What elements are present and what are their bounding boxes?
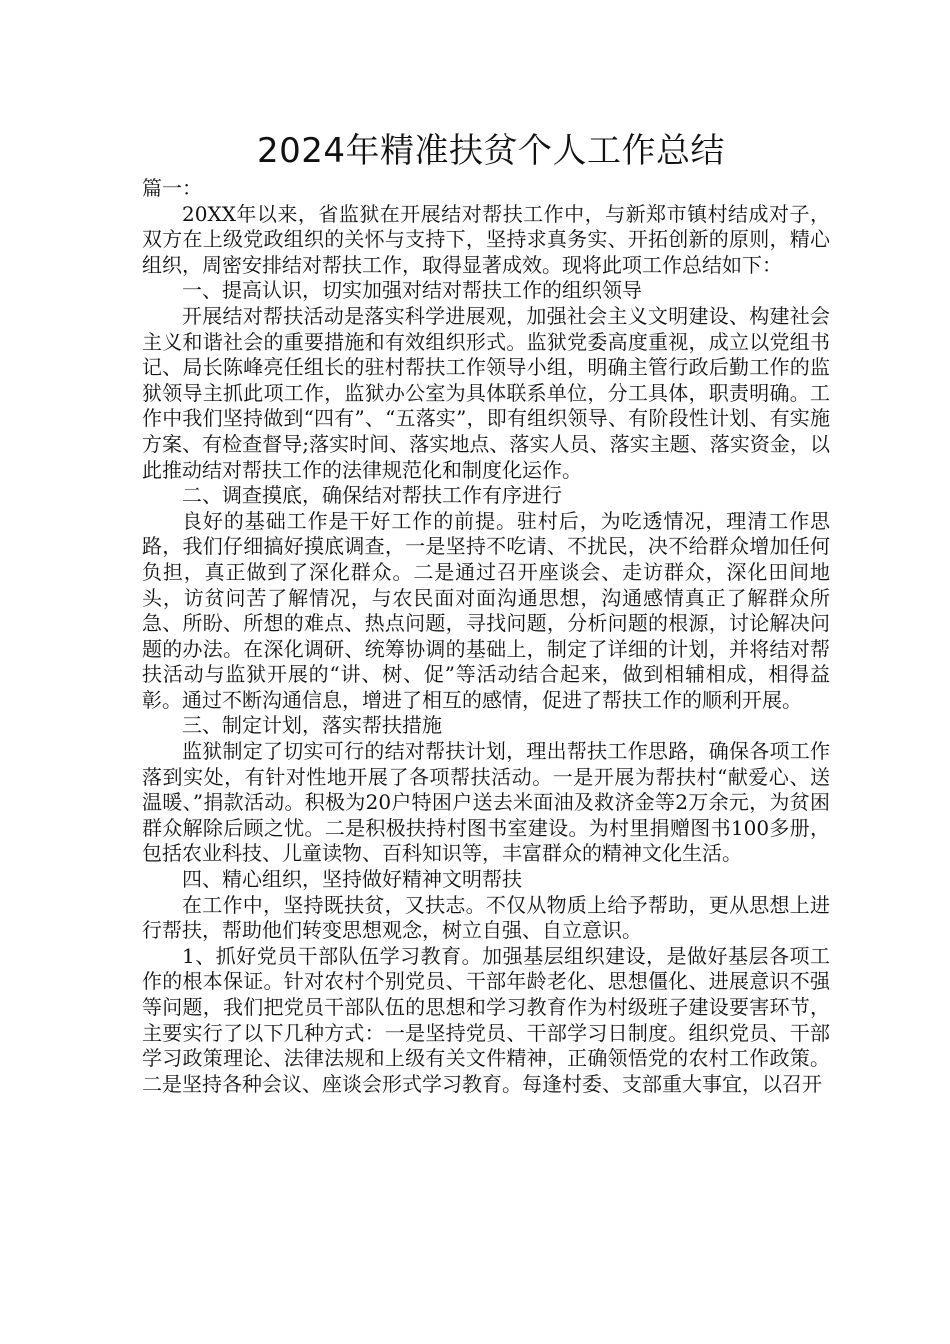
body-paragraph: 在工作中，坚持既扶贫，又扶志。不仅从物质上给予帮助，更从思想上进行帮扶，帮助他们转变思想观念，树立自强、自立意识。 [142, 892, 830, 943]
document-title: 2024年精准扶贫个人工作总结 [256, 131, 726, 171]
body-paragraph: 良好的基础工作是干好工作的前提。驻村后，为吃透情况，理清工作思路，我们仔细搞好摸底调查，一是坚持不吃请、不扰民，决不给群众增加任何负担，真正做到了深化群众。二是通过召开座谈会、走访群众，深化田间地头，访贫问苦了解情况，与农民面对面沟通思想，沟通感情真正了解群众所急、所盼、所想的难点、热点问题，寻找问题，分析问题的根源，讨论解决问题的办法。在深化调研、统筹协调的基础上，制定了详细的计划，并将结对帮扶活动与监狱开展的“讲、树、促”等活动结合起来，做到相辅相成，相得益彰。通过不断沟通信息，增进了相互的感情，促进了帮扶工作的顺利开展。 [142, 508, 830, 712]
section-heading: 四、精心组织，坚持做好精神文明帮扶 [182, 867, 522, 892]
body-paragraph: 开展结对帮扶活动是落实科学进展观，加强社会主义文明建设、构建社会主义和谐社会的重要措施和有效组织形式。监狱党委高度重视，成立以党组书记、局长陈峰亮任组长的驻村帮扶工作领导小组，明确主管行政后勤工作的监狱领导主抓此项工作，监狱办公室为具体联系单位，分工具体，职责明确。工作中我们坚持做到“四有”、“五落实”，即有组织领导、有阶段性计划、有实施方案、有检查督导;落实时间、落实地点、落实人员、落实主题、落实资金，以此推动结对帮扶工作的法律规范化和制度化运作。 [142, 303, 830, 482]
section-heading: 一、提高认识，切实加强对结对帮扶工作的组织领导 [182, 278, 642, 303]
document-page [142, 128, 830, 1097]
body-paragraph: 20XX年以来，省监狱在开展结对帮扶工作中，与新郑市镇村结成对子，双方在上级党政组织的关怀与支持下，坚持求真务实、开拓创新的原则，精心组织，周密安排结对帮扶工作，取得显著成效。现将此项工作总结如下： [142, 201, 830, 277]
body-paragraph: 监狱制定了切实可行的结对帮扶计划，理出帮扶工作思路，确保各项工作落到实处，有针对性地开展了各项帮扶活动。一是开展为帮扶村“献爱心、送温暖、”捐款活动。积极为20户特困户送去米面油及救济金等2万余元，为贫困群众解除后顾之忧。二是积极扶持村图书室建设。为村里捐赠图书100多册，包括农业科技、儿童读物、百科知识等，丰富群众的精神文化生活。 [142, 739, 830, 866]
section-heading: 二、调查摸底，确保结对帮扶工作有序进行 [182, 483, 562, 508]
body-paragraph: 1、抓好党员干部队伍学习教育。加强基层组织建设，是做好基层各项工作的根本保证。针对农村个别党员、干部年龄老化、思想僵化、进展意识不强等问题，我们把党员干部队伍的思想和学习教育作为村级班子建设要害环节，主要实行了以下几种方式：一是坚持党员、干部学习日制度。组织党员、干部学习政策理论、法律法规和上级有关文件精神，正确领悟党的农村工作政策。二是坚持各种会议、座谈会形式学习教育。每逢村委、支部重大事宜，以召开 [142, 943, 830, 1096]
section-label: 篇一： [142, 176, 202, 200]
section-heading: 三、制定计划，落实帮扶措施 [182, 713, 442, 738]
